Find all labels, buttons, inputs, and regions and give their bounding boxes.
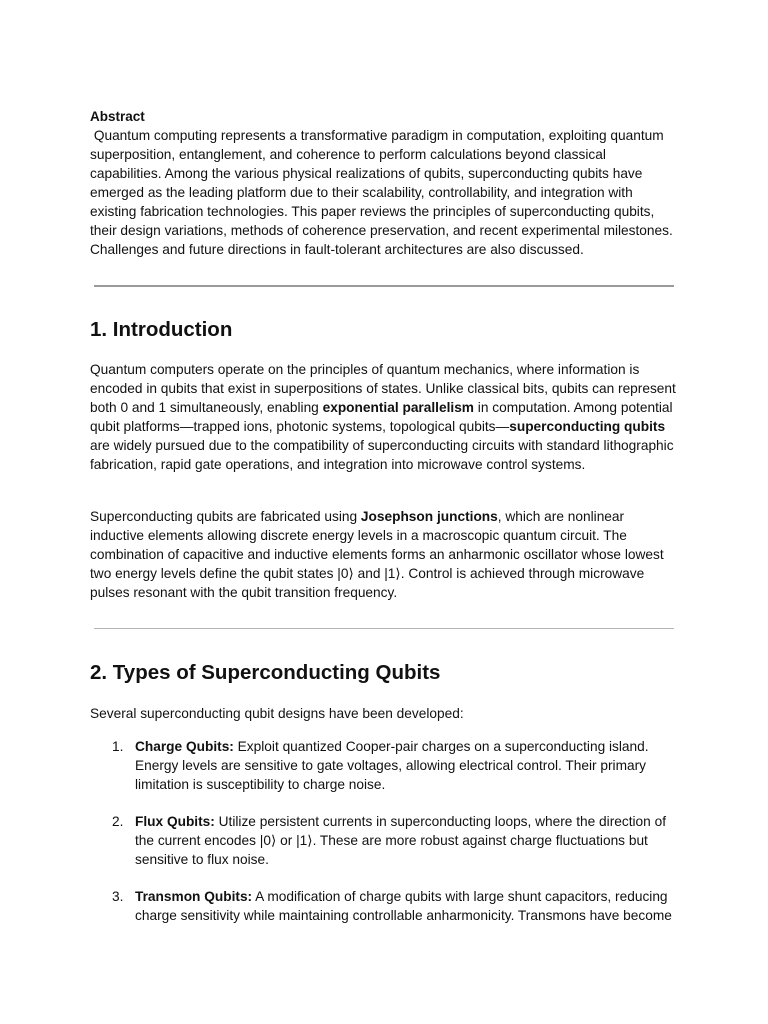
section-divider bbox=[94, 628, 674, 629]
list-text: A modification of charge qubits with large shunt capacitors, reducing charge sensitivity while maintaining controllable anharmonicity. Transmons have become bbox=[135, 889, 672, 923]
list-term: Flux Qubits: bbox=[135, 814, 215, 829]
list-text: Exploit quantized Cooper-pair charges on a superconducting island. Energy levels are sensitive to gate voltages, allowing electrical control. Their primary limitation is susceptibility to charge noise. bbox=[135, 739, 649, 792]
list-number: 1. bbox=[112, 739, 124, 754]
bold-term: Josephson junctions bbox=[360, 509, 498, 524]
introduction-heading: 1. Introduction bbox=[90, 318, 233, 341]
abstract-body: Quantum computing represents a transformative paradigm in computation, exploiting quantum superposition, entanglement, and coherence to perform calculations beyond classical capabilities. Among the various physical realizations of qubits, superconducting qubits have emerged as the leading platform due to their scalability, controllability, and integration with existing fabrication technologies. This paper reviews the principles of superconducting qubits, their design variations, methods of coherence preservation, and recent experimental milestones. Challenges and future directions in fault-tolerant architectures are also discussed. bbox=[90, 128, 677, 257]
intro-paragraph-2 bbox=[90, 507, 680, 602]
list-number: 2. bbox=[112, 814, 124, 829]
abstract-heading: Abstract bbox=[90, 109, 145, 124]
text-run: , which are nonlinear inductive elements allowing discrete energy levels in a macroscopic quantum circuit. The combination of capacitive and inductive elements forms an anharmonic oscillator whose lowest two energy levels define the qubit states |0⟩ and |1⟩. Control is achieved through microwave pulses resonant with the qubit transition frequency. bbox=[90, 509, 664, 600]
bold-term: superconducting qubits bbox=[509, 419, 666, 434]
types-intro: Several superconducting qubit designs have been developed: bbox=[90, 706, 464, 721]
intro-paragraph-1 bbox=[90, 360, 680, 474]
text-run: in computation. Among potential qubit platforms—trapped ions, photonic systems, topological qubits— bbox=[90, 400, 673, 434]
qubit-types-list bbox=[90, 737, 680, 943]
list-number: 3. bbox=[112, 889, 124, 904]
list-term: Charge Qubits: bbox=[135, 739, 234, 754]
section-divider bbox=[94, 285, 674, 287]
list-text: Utilize persistent currents in superconducting loops, where the direction of the current encodes |0⟩ or |1⟩. These are more robust against charge fluctuations but sensitive to flux noise. bbox=[135, 814, 667, 867]
list-item bbox=[90, 887, 680, 925]
text-run: are widely pursued due to the compatibility of superconducting circuits with standard lithographic fabrication, rapid gate operations, and integration into microwave control systems. bbox=[90, 438, 674, 472]
bold-term: exponential parallelism bbox=[322, 400, 474, 415]
list-item bbox=[90, 737, 680, 794]
list-item bbox=[90, 812, 680, 869]
list-term: Transmon Qubits: bbox=[135, 889, 253, 904]
text-run: Superconducting qubits are fabricated using bbox=[90, 509, 361, 524]
text-run: Quantum computers operate on the principles of quantum mechanics, where information is encoded in qubits that exist in superpositions of states. Unlike classical bits, qubits can represent both 0 and 1 simultaneously, enabling bbox=[90, 362, 676, 415]
types-heading: 2. Types of Superconducting Qubits bbox=[90, 661, 441, 684]
